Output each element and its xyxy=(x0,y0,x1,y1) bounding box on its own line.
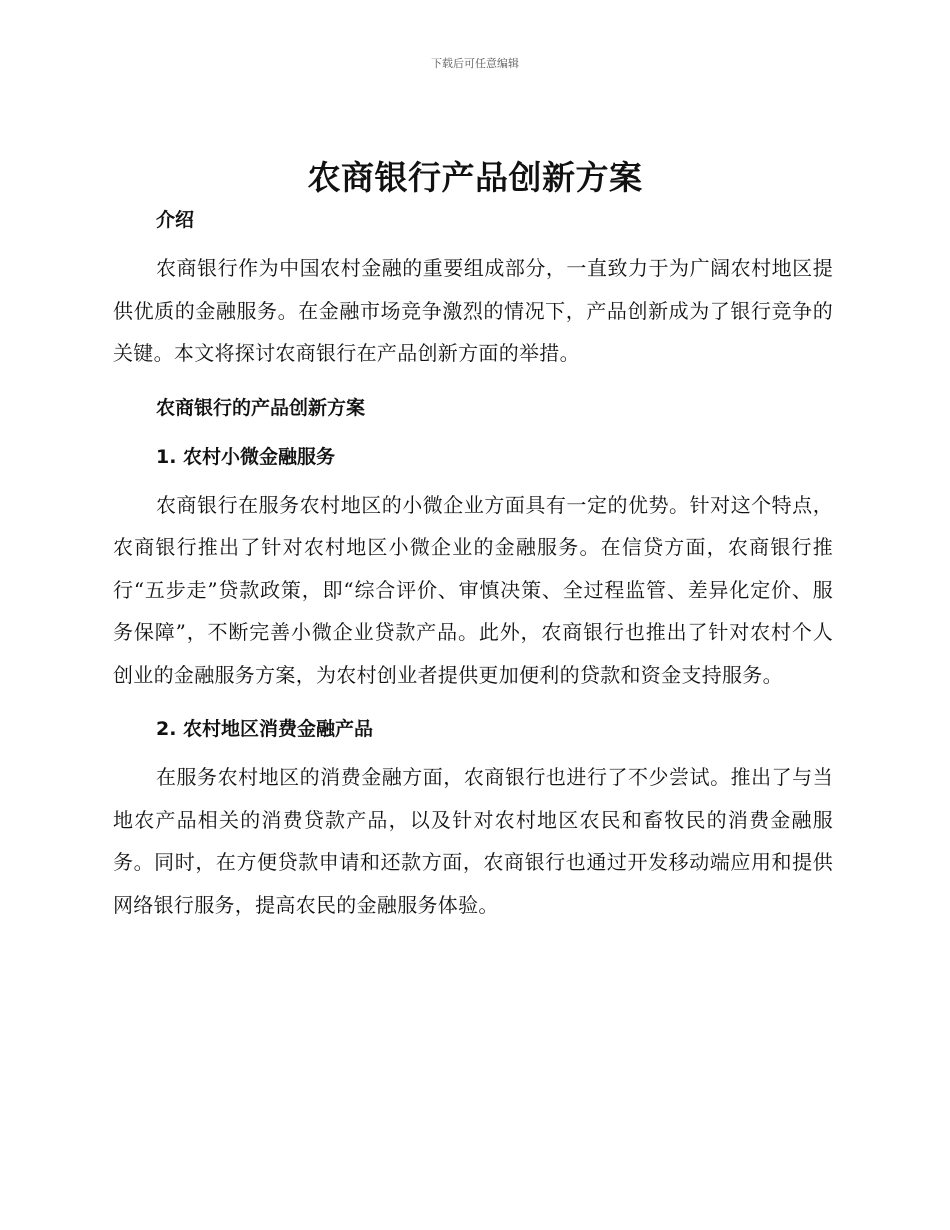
document-body xyxy=(113,204,833,926)
plan-heading: 农商银行的产品创新方案 xyxy=(156,396,366,419)
section-1-paragraph: 农商银行在服务农村地区的小微企业方面具有一定的优势。针对这个特点，农商银行推出了针对农村地区小微企业的金融服务。在信贷方面，农商银行推行“五步走”贷款政策，即“综合评价、审慎决策、全过程监管、差异化定价、服务保障”，不断完善小微企业贷款产品。此外，农商银行也推出了针对农村个人创业的金融服务方案，为农村创业者提供更加便利的贷款和资金支持服务。 xyxy=(113,492,833,687)
section-2-heading: 2. 农村地区消费金融产品 xyxy=(156,718,374,740)
section-2-paragraph: 在服务农村地区的消费金融方面，农商银行也进行了不少尝试。推出了与当地农产品相关的消费贷款产品，以及针对农村地区农民和畜牧民的消费金融服务。同时，在方便贷款申请和还款方面，农商银行也通过开发移动端应用和提供网络银行服务，提高农民的金融服务体验。 xyxy=(113,765,833,917)
intro-heading: 介绍 xyxy=(156,209,195,231)
header-note: 下载后可任意编辑 xyxy=(431,57,519,70)
intro-paragraph: 农商银行作为中国农村金融的重要组成部分，一直致力于为广阔农村地区提供优质的金融服务。在金融市场竞争激烈的情况下，产品创新成为了银行竞争的关键。本文将探讨农商银行在产品创新方面的举措。 xyxy=(113,256,833,365)
document-title: 农商银行产品创新方案 xyxy=(307,158,643,197)
section-1-heading: 1. 农村小微金融服务 xyxy=(156,445,336,468)
